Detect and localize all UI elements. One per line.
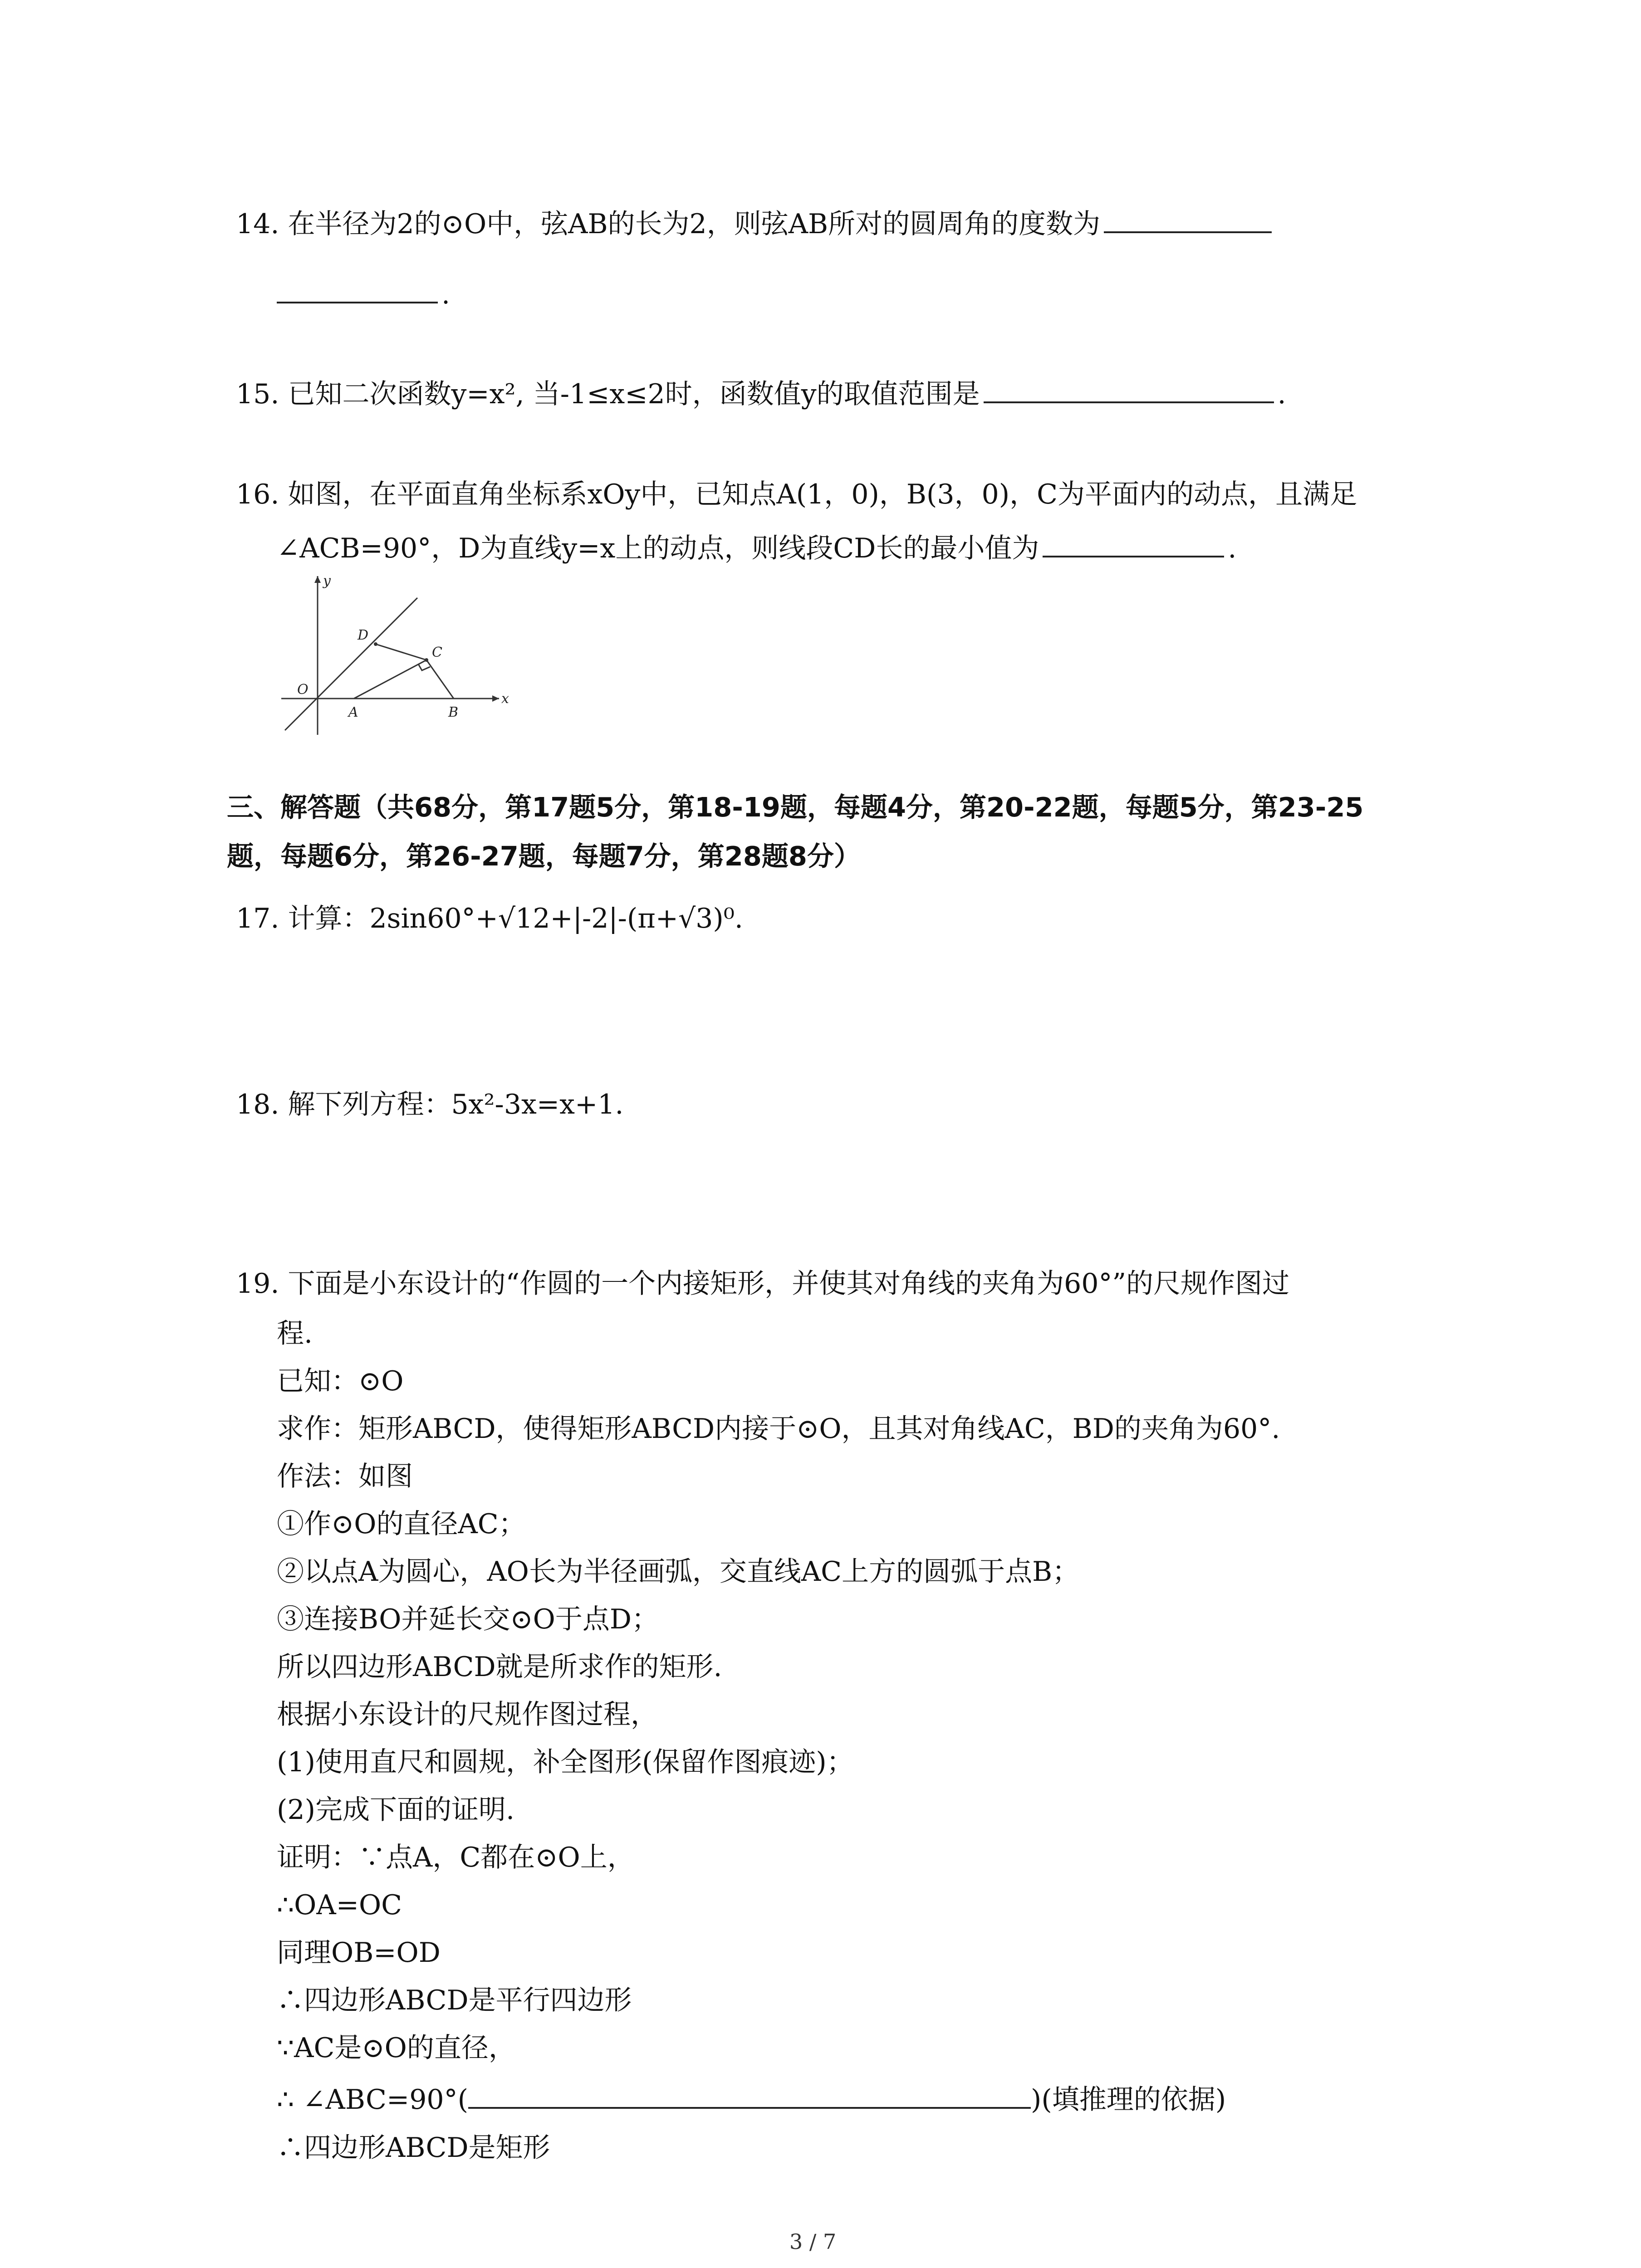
label-c: C bbox=[432, 645, 442, 660]
q14-answer-blank-1[interactable] bbox=[1104, 204, 1272, 233]
q19-part1: (1)使用直尺和圆规，补全图形(保留作图痕迹)； bbox=[277, 1746, 854, 1778]
q19-construct: 求作：矩形ABCD，使得矩形ABCD内接于⊙O，且其对角线AC，BD的夹角为60°. bbox=[277, 1413, 1280, 1445]
q19-reason-blank[interactable] bbox=[468, 2080, 1031, 2109]
q19-proof-1: 证明：∵点A，C都在⊙O上， bbox=[277, 1842, 635, 1873]
q15-answer-blank[interactable] bbox=[984, 374, 1274, 403]
label-y: y bbox=[323, 573, 331, 589]
q19-proof-last: ∴四边形ABCD是矩形 bbox=[277, 2132, 550, 2164]
q19-proof-5: ∵AC是⊙O的直径， bbox=[277, 2032, 516, 2064]
q15-text bbox=[236, 374, 1286, 412]
label-d: D bbox=[358, 627, 369, 643]
q15-stem: 15. 已知二次函数y=x², 当-1≤x≤2时，函数值y的取值范围是 bbox=[236, 378, 980, 410]
q18-text: 18. 解下列方程：5x²-3x=x+1. bbox=[236, 1089, 624, 1120]
q16-answer-blank[interactable] bbox=[1043, 528, 1224, 557]
label-x: x bbox=[501, 691, 509, 707]
q16-figure bbox=[272, 567, 526, 739]
q14-stem: 14. 在半径为2的⊙O中，弦AB的长为2，则弦AB所对的圆周角的度数为 bbox=[236, 208, 1101, 240]
segment-dc bbox=[376, 644, 426, 660]
section3-heading-2: 题，每题6分，第26-27题，每题7分，第28题8分） bbox=[227, 841, 861, 872]
q14-line2 bbox=[277, 274, 450, 313]
q19-proof-reason bbox=[277, 2080, 1226, 2118]
segments-acb bbox=[354, 660, 454, 699]
q16-end: . bbox=[1228, 533, 1237, 564]
q19-step1: ①作⊙O的直径AC； bbox=[277, 1508, 526, 1540]
q19-part2: (2)完成下面的证明. bbox=[277, 1794, 515, 1826]
right-angle-mark bbox=[418, 664, 430, 670]
section3-heading-1: 三、解答题（共68分，第17题5分，第18-19题，每题4分，第20-22题，每题5分，第23-25 bbox=[227, 792, 1364, 823]
q19-reason-prefix: ∴ ∠ABC=90°( bbox=[277, 2084, 468, 2116]
q16-line1: 16. 如图，在平面直角坐标系xOy中，已知点A(1，0)，B(3，0)，C为平面内的动点，且满足 bbox=[236, 479, 1357, 510]
q14-end: . bbox=[441, 279, 451, 310]
y-axis-arrow bbox=[314, 576, 321, 583]
q16-line2 bbox=[277, 528, 1236, 567]
q19-step2: ②以点A为圆心，AO长为半径画弧，交直线AC上方的圆弧于点B； bbox=[277, 1556, 1080, 1588]
q19-reason-suffix: )(填推理的依据) bbox=[1031, 2084, 1226, 2116]
q19-method: 作法：如图 bbox=[277, 1461, 413, 1492]
x-axis-arrow bbox=[492, 695, 499, 702]
q15-end: . bbox=[1277, 378, 1286, 410]
page-number: 3 / 7 bbox=[789, 2229, 837, 2254]
q19-conclusion: 所以四边形ABCD就是所求作的矩形. bbox=[277, 1651, 722, 1683]
q14-text bbox=[236, 204, 1275, 242]
q17-text: 17. 计算：2sin60°+√12+|-2|-(π+√3)⁰. bbox=[236, 903, 743, 934]
label-b: B bbox=[448, 704, 459, 720]
q14-answer-blank-2[interactable] bbox=[277, 274, 438, 303]
q19-line1: 19. 下面是小东设计的“作圆的一个内接矩形，并使其对角线的夹角为60°”的尺规作图过 bbox=[236, 1268, 1290, 1300]
q16-stem: ∠ACB=90°，D为直线y=x上的动点，则线段CD长的最小值为 bbox=[277, 533, 1039, 564]
q19-proof-4: ∴四边形ABCD是平行四边形 bbox=[277, 1984, 632, 2016]
q19-line2: 程. bbox=[277, 1318, 313, 1349]
label-a: A bbox=[348, 704, 358, 720]
label-o: O bbox=[297, 682, 309, 698]
point-d bbox=[374, 642, 377, 646]
q19-given: 已知：⊙O bbox=[277, 1365, 404, 1397]
q19-step3: ③连接BO并延长交⊙O于点D； bbox=[277, 1603, 659, 1635]
q19-proof-3: 同理OB=OD bbox=[277, 1937, 441, 1969]
point-c bbox=[425, 658, 428, 662]
q19-according: 根据小东设计的尺规作图过程， bbox=[277, 1699, 658, 1730]
q19-proof-2: ∴OA=OC bbox=[277, 1889, 402, 1921]
